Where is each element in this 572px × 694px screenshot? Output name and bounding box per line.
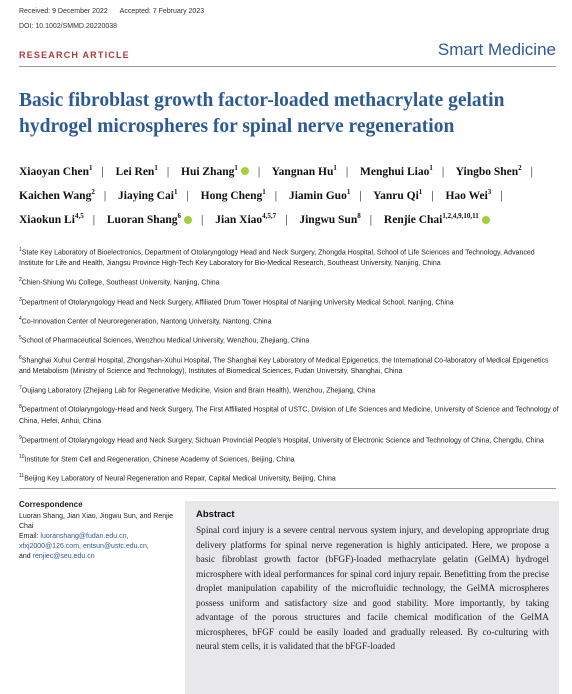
- author-name-text: Yanru Qi: [373, 190, 419, 203]
- author-affiliation-sup: 3: [487, 188, 492, 197]
- correspondence-names: Luoran Shang, Jian Xiao, Jingwu Sun, and Renjie Chai: [19, 513, 174, 530]
- author-name[interactable]: [116, 166, 158, 178]
- author-separator: |: [257, 165, 261, 178]
- affiliation-number: 3: [19, 296, 22, 303]
- affiliation-number: 4: [19, 315, 22, 322]
- affiliation-item: [19, 402, 559, 426]
- affiliation-number: 2: [19, 277, 22, 284]
- email-link[interactable]: entsun@ustc.edu.cn,: [82, 543, 149, 550]
- author-name[interactable]: [360, 166, 433, 178]
- author-affiliation-sup: 4,5: [74, 212, 84, 221]
- author-separator: |: [274, 190, 278, 203]
- correspondence-heading: Correspondence: [19, 500, 83, 509]
- affiliation-item: [19, 275, 559, 288]
- article-type-label: RESEARCH ARTICLE: [19, 50, 130, 60]
- affiliation-text: Oujiang Laboratory (Zhejiang Lab for Regenerative Medicine, Vision and Brain Health), Wenzhou, Zhejiang, China: [21, 387, 376, 395]
- author-separator: |: [103, 190, 107, 203]
- affiliation-text: Co-Innovation Center of Neuroregeneration, Nantong University, Nantong, China: [21, 318, 272, 326]
- author-affiliation-sup: 1: [429, 164, 433, 172]
- author-name-text: Hong Cheng: [200, 190, 263, 203]
- email-link[interactable]: xfxj2000@126.com,: [19, 543, 81, 550]
- author-separator: |: [441, 165, 445, 178]
- author-name[interactable]: [272, 166, 337, 178]
- author-name-text: Jian Xiao: [215, 214, 263, 227]
- author-affiliation-sup: 1: [88, 164, 93, 172]
- author-affiliation-sup: 1: [234, 164, 238, 172]
- author-separator: |: [345, 165, 349, 178]
- affiliation-text: Beijing Key Laboratory of Neural Regeneration and Repair, Capital Medical University, Beijing, China: [24, 475, 336, 483]
- affiliation-item: [19, 295, 559, 308]
- author-list: [19, 158, 559, 231]
- author-name[interactable]: [215, 214, 276, 226]
- author-separator: |: [359, 190, 362, 203]
- section-divider: [19, 488, 556, 489]
- author-affiliation-sup: 2: [518, 164, 522, 172]
- article-title: Basic fibroblast growth factor-loaded methacrylate gelatin hydrogel microspheres for spinal nerve regeneration: [19, 90, 505, 137]
- author-name-text: Menghui Liao: [360, 165, 430, 178]
- author-separator: |: [285, 214, 288, 227]
- author-name-text: Yingbo Shen: [455, 165, 519, 178]
- affiliation-item: [19, 433, 559, 446]
- affiliation-item: [19, 314, 559, 327]
- affiliation-number: 9: [19, 434, 22, 441]
- affiliation-number: 10: [19, 453, 25, 460]
- affiliation-number: 1: [19, 247, 22, 253]
- author-name[interactable]: [299, 214, 360, 226]
- abstract-box: [185, 501, 559, 694]
- author-affiliation-sup: 1: [154, 164, 158, 172]
- affiliation-item: [19, 333, 559, 346]
- affiliation-number: 5: [19, 335, 22, 342]
- author-name-text: Hui Zhang: [181, 165, 235, 178]
- email-label: Email:: [19, 533, 39, 540]
- author-separator: |: [431, 190, 434, 203]
- author-name-text: Xiaokun Li: [19, 214, 75, 227]
- author-name[interactable]: [201, 190, 266, 202]
- author-name-text: Jiaying Cai: [118, 190, 174, 203]
- affiliation-text: Department of Otolaryngology Head and Neck Surgery, Affiliated Drum Tower Hospital of Nanjing University Medical School, Nanjing, China: [21, 298, 454, 306]
- author-separator: |: [186, 190, 189, 203]
- author-name-text: Yangnan Hu: [271, 165, 334, 178]
- author-name[interactable]: [107, 214, 192, 226]
- header-divider: [19, 66, 556, 67]
- abstract-heading: Abstract: [196, 509, 235, 520]
- author-name-text: Luoran Shang: [106, 214, 178, 227]
- received-date: Received: 9 December 2022: [19, 8, 108, 15]
- journal-name[interactable]: Smart Medicine: [437, 40, 556, 59]
- doi[interactable]: DOI: 10.1002/SMMD.20220038: [19, 23, 118, 30]
- affiliation-item: [19, 245, 559, 269]
- affiliation-number: 8: [19, 404, 22, 411]
- author-name[interactable]: [19, 214, 84, 226]
- author-affiliation-sup: 4,5,7: [262, 212, 277, 221]
- affiliation-text: State Key Laboratory of Bioelectronics, Department of Otolaryngology Head and Neck Surgery, Zhongda Hospital, School of Life Sciences and Technology, Advanced Institute for Life and Health, Jiangsu Province High-Tech Key Laboratory for Bio-Medical Research, Southeast University, Nanjing, China: [19, 249, 535, 268]
- received-accepted-dates: [19, 8, 204, 15]
- author-separator: |: [530, 165, 533, 178]
- author-separator: |: [92, 214, 95, 227]
- affiliation-number: 7: [19, 384, 22, 391]
- author-name[interactable]: [19, 166, 92, 178]
- author-name-text: Renjie Chai: [383, 214, 443, 227]
- affiliation-text: Department of Otolaryngology Head and Neck Surgery, Sichuan Provincial People's Hospital, University of Electronic Science and Technology of China, Chengdu, China: [21, 436, 544, 444]
- orcid-icon[interactable]: [241, 167, 249, 175]
- author-affiliation-sup: 6: [177, 212, 182, 221]
- author-name[interactable]: [118, 190, 177, 202]
- author-name[interactable]: [289, 190, 350, 202]
- affiliation-item: [19, 383, 559, 396]
- author-separator: |: [166, 165, 170, 178]
- author-name[interactable]: [373, 190, 422, 202]
- orcid-icon[interactable]: [482, 216, 490, 224]
- author-separator: |: [101, 165, 104, 178]
- author-affiliation-sup: 1,2,4,9,10,11: [442, 212, 479, 221]
- author-name-text: Jiamin Guo: [288, 190, 347, 203]
- author-name[interactable]: [181, 166, 249, 178]
- author-name-text: Lei Ren: [115, 165, 155, 178]
- correspondence-block: [19, 500, 179, 562]
- author-affiliation-sup: 1: [333, 164, 337, 172]
- affiliation-item: [19, 471, 559, 484]
- author-name-text: Xiaoyan Chen: [19, 165, 89, 178]
- affiliation-text: Institute for Stem Cell and Regeneration, Chinese Academy of Sciences, Beijing, China: [24, 456, 295, 464]
- and-text: and: [19, 553, 31, 560]
- affiliation-text: Chien-Shiung Wu College, Southeast University, Nanjing, China: [21, 279, 220, 287]
- author-name-text: Hao Wei: [445, 190, 488, 203]
- affiliation-number: 6: [19, 354, 22, 361]
- orcid-icon[interactable]: [184, 216, 192, 224]
- author-separator: |: [201, 214, 204, 227]
- author-affiliation-sup: 2: [91, 188, 95, 197]
- affiliation-number: 11: [19, 473, 25, 480]
- email-link[interactable]: luoranshang@fudan.edu.cn,: [40, 533, 129, 540]
- author-affiliation-sup: 1: [262, 188, 266, 197]
- accepted-date: Accepted: 7 February 2023: [119, 8, 205, 15]
- author-name[interactable]: [384, 214, 490, 226]
- affiliation-list: [19, 245, 559, 491]
- author-affiliation-sup: 1: [346, 188, 351, 197]
- affiliation-text: Department of Otolaryngology-Head and Neck Surgery, The First Affiliated Hospital of USTC, Division of Life Sciences and Medicine, University of Science and Technology of China, Hefei, Anhui, China: [19, 406, 559, 425]
- affiliation-text: Shanghai Xuhui Central Hospital, Zhongshan-Xuhui Hospital, The Shanghai Key Laboratory of Medical Epigenetics, the International Co-laboratory of Medical Epigenetics and Metabolism (Ministry of Science and Technology), Institutes of Biomedical Sciences, Fudan University, Shanghai, China: [19, 356, 549, 375]
- email-link[interactable]: renjiec@seu.edu.cn: [32, 553, 95, 560]
- affiliation-item: [19, 452, 559, 465]
- author-separator: |: [369, 214, 373, 227]
- author-affiliation-sup: 1: [418, 188, 423, 197]
- author-name[interactable]: [19, 190, 95, 202]
- author-name-text: Jingwu Sun: [299, 214, 358, 227]
- author-name[interactable]: [456, 166, 522, 178]
- author-name[interactable]: [445, 190, 491, 202]
- author-name-text: Kaichen Wang: [19, 190, 92, 203]
- abstract-text: Spinal cord injury is a severe central nervous system injury, and developing appropriate drug delivery platforms for spinal nerve regeneration is highly anticipated. Here, we propose a basic fibroblast growth factor (bFGF)-loaded methacrylate gelatin (GelMA) hydrogel microsphere with ideal performances for spinal cord injury repair. Benefitting from the precise droplet manipulation capability of the microfluidic technology, the GelMA microspheres possess uniform and satisfactory size and good stability. More importantly, by taking advantage of the porous structures and facile chemical modification of the GelMA microspheres, bFGF could be easily loaded and gradually released. By co-culturing with neural stem cells, it is validated that the bFGF-loaded: [196, 526, 549, 652]
- author-separator: |: [500, 190, 503, 203]
- author-affiliation-sup: 1: [173, 188, 178, 197]
- author-affiliation-sup: 8: [357, 212, 361, 221]
- affiliation-text: School of Pharmaceutical Sciences, Wenzhou Medical University, Wenzhou, Zhejiang, China: [21, 337, 310, 345]
- affiliation-item: [19, 353, 559, 377]
